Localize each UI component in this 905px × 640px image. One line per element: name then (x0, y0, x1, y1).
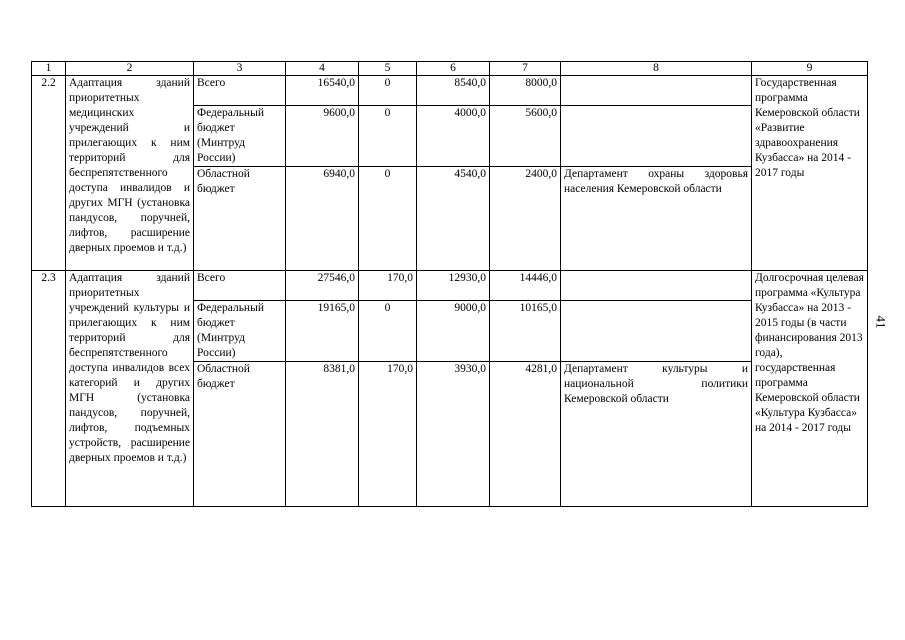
program-name: Долгосрочная целевая программа «Культура Кузбасса» на 2013 - 2015 годы (в части финансирования 2013 года), государственная программа Кемеровской области «Культура Кузбасса» на 2014 - 2017 годы (752, 271, 868, 507)
column-number: 9 (752, 62, 868, 76)
program-table (31, 61, 868, 507)
amount-col6: 12930,0 (417, 271, 490, 301)
program-name: Государственная программа Кемеровской области «Развитие здравоохранения Кузбасса» на 2014 - 2017 годы (752, 76, 868, 271)
page-number: 41 (873, 315, 889, 329)
amount-col5: 0 (359, 301, 417, 362)
amount-col5: 0 (359, 167, 417, 271)
amount-col6: 3930,0 (417, 362, 490, 507)
column-number: 6 (417, 62, 490, 76)
funding-source: Федеральный бюджет (Минтруд России) (194, 301, 286, 362)
funding-source: Федеральный бюджет (Минтруд России) (194, 106, 286, 167)
column-number: 3 (194, 62, 286, 76)
funding-source: Областной бюджет (194, 362, 286, 507)
funding-source: Областной бюджет (194, 167, 286, 271)
amount-col7: 14446,0 (490, 271, 561, 301)
column-number: 7 (490, 62, 561, 76)
amount-col5: 170,0 (359, 362, 417, 507)
column-number: 1 (32, 62, 66, 76)
executor: Департамент охраны здоровья населения Кемеровской области (561, 167, 752, 271)
amount-col6: 8540,0 (417, 76, 490, 106)
amount-col6: 4000,0 (417, 106, 490, 167)
executor (561, 76, 752, 106)
amount-total: 16540,0 (286, 76, 359, 106)
amount-col5: 170,0 (359, 271, 417, 301)
item-number: 2.3 (32, 271, 66, 507)
executor (561, 301, 752, 362)
amount-col7: 8000,0 (490, 76, 561, 106)
table-row (32, 76, 868, 106)
column-number: 8 (561, 62, 752, 76)
item-number: 2.2 (32, 76, 66, 271)
amount-total: 27546,0 (286, 271, 359, 301)
amount-col6: 9000,0 (417, 301, 490, 362)
executor (561, 106, 752, 167)
executor: Департамент культуры и национальной политики Кемеровской области (561, 362, 752, 507)
amount-col7: 5600,0 (490, 106, 561, 167)
measure-description: Адаптация зданий приоритетных учреждений культуры и прилегающих к ним территорий для беспрепятственного доступа инвалидов всех категорий и других МГН (установка пандусов, поручней, лифтов, подъемных устройств, расширение дверных проемов и т.д.) (66, 271, 194, 507)
amount-total: 6940,0 (286, 167, 359, 271)
amount-col5: 0 (359, 76, 417, 106)
amount-col7: 2400,0 (490, 167, 561, 271)
amount-col6: 4540,0 (417, 167, 490, 271)
amount-total: 19165,0 (286, 301, 359, 362)
funding-source: Всего (194, 271, 286, 301)
amount-col7: 4281,0 (490, 362, 561, 507)
amount-col5: 0 (359, 106, 417, 167)
table-row (32, 271, 868, 301)
column-number-row (32, 62, 868, 76)
column-number: 5 (359, 62, 417, 76)
measure-description: Адаптация зданий приоритетных медицинских учреждений и прилегающих к ним территорий для беспрепятственного доступа инвалидов и других МГН (установка пандусов, поручней, лифтов, расширение дверных проемов и т.д.) (66, 76, 194, 271)
column-number: 4 (286, 62, 359, 76)
amount-col7: 10165,0 (490, 301, 561, 362)
funding-source: Всего (194, 76, 286, 106)
executor (561, 271, 752, 301)
column-number: 2 (66, 62, 194, 76)
amount-total: 8381,0 (286, 362, 359, 507)
amount-total: 9600,0 (286, 106, 359, 167)
